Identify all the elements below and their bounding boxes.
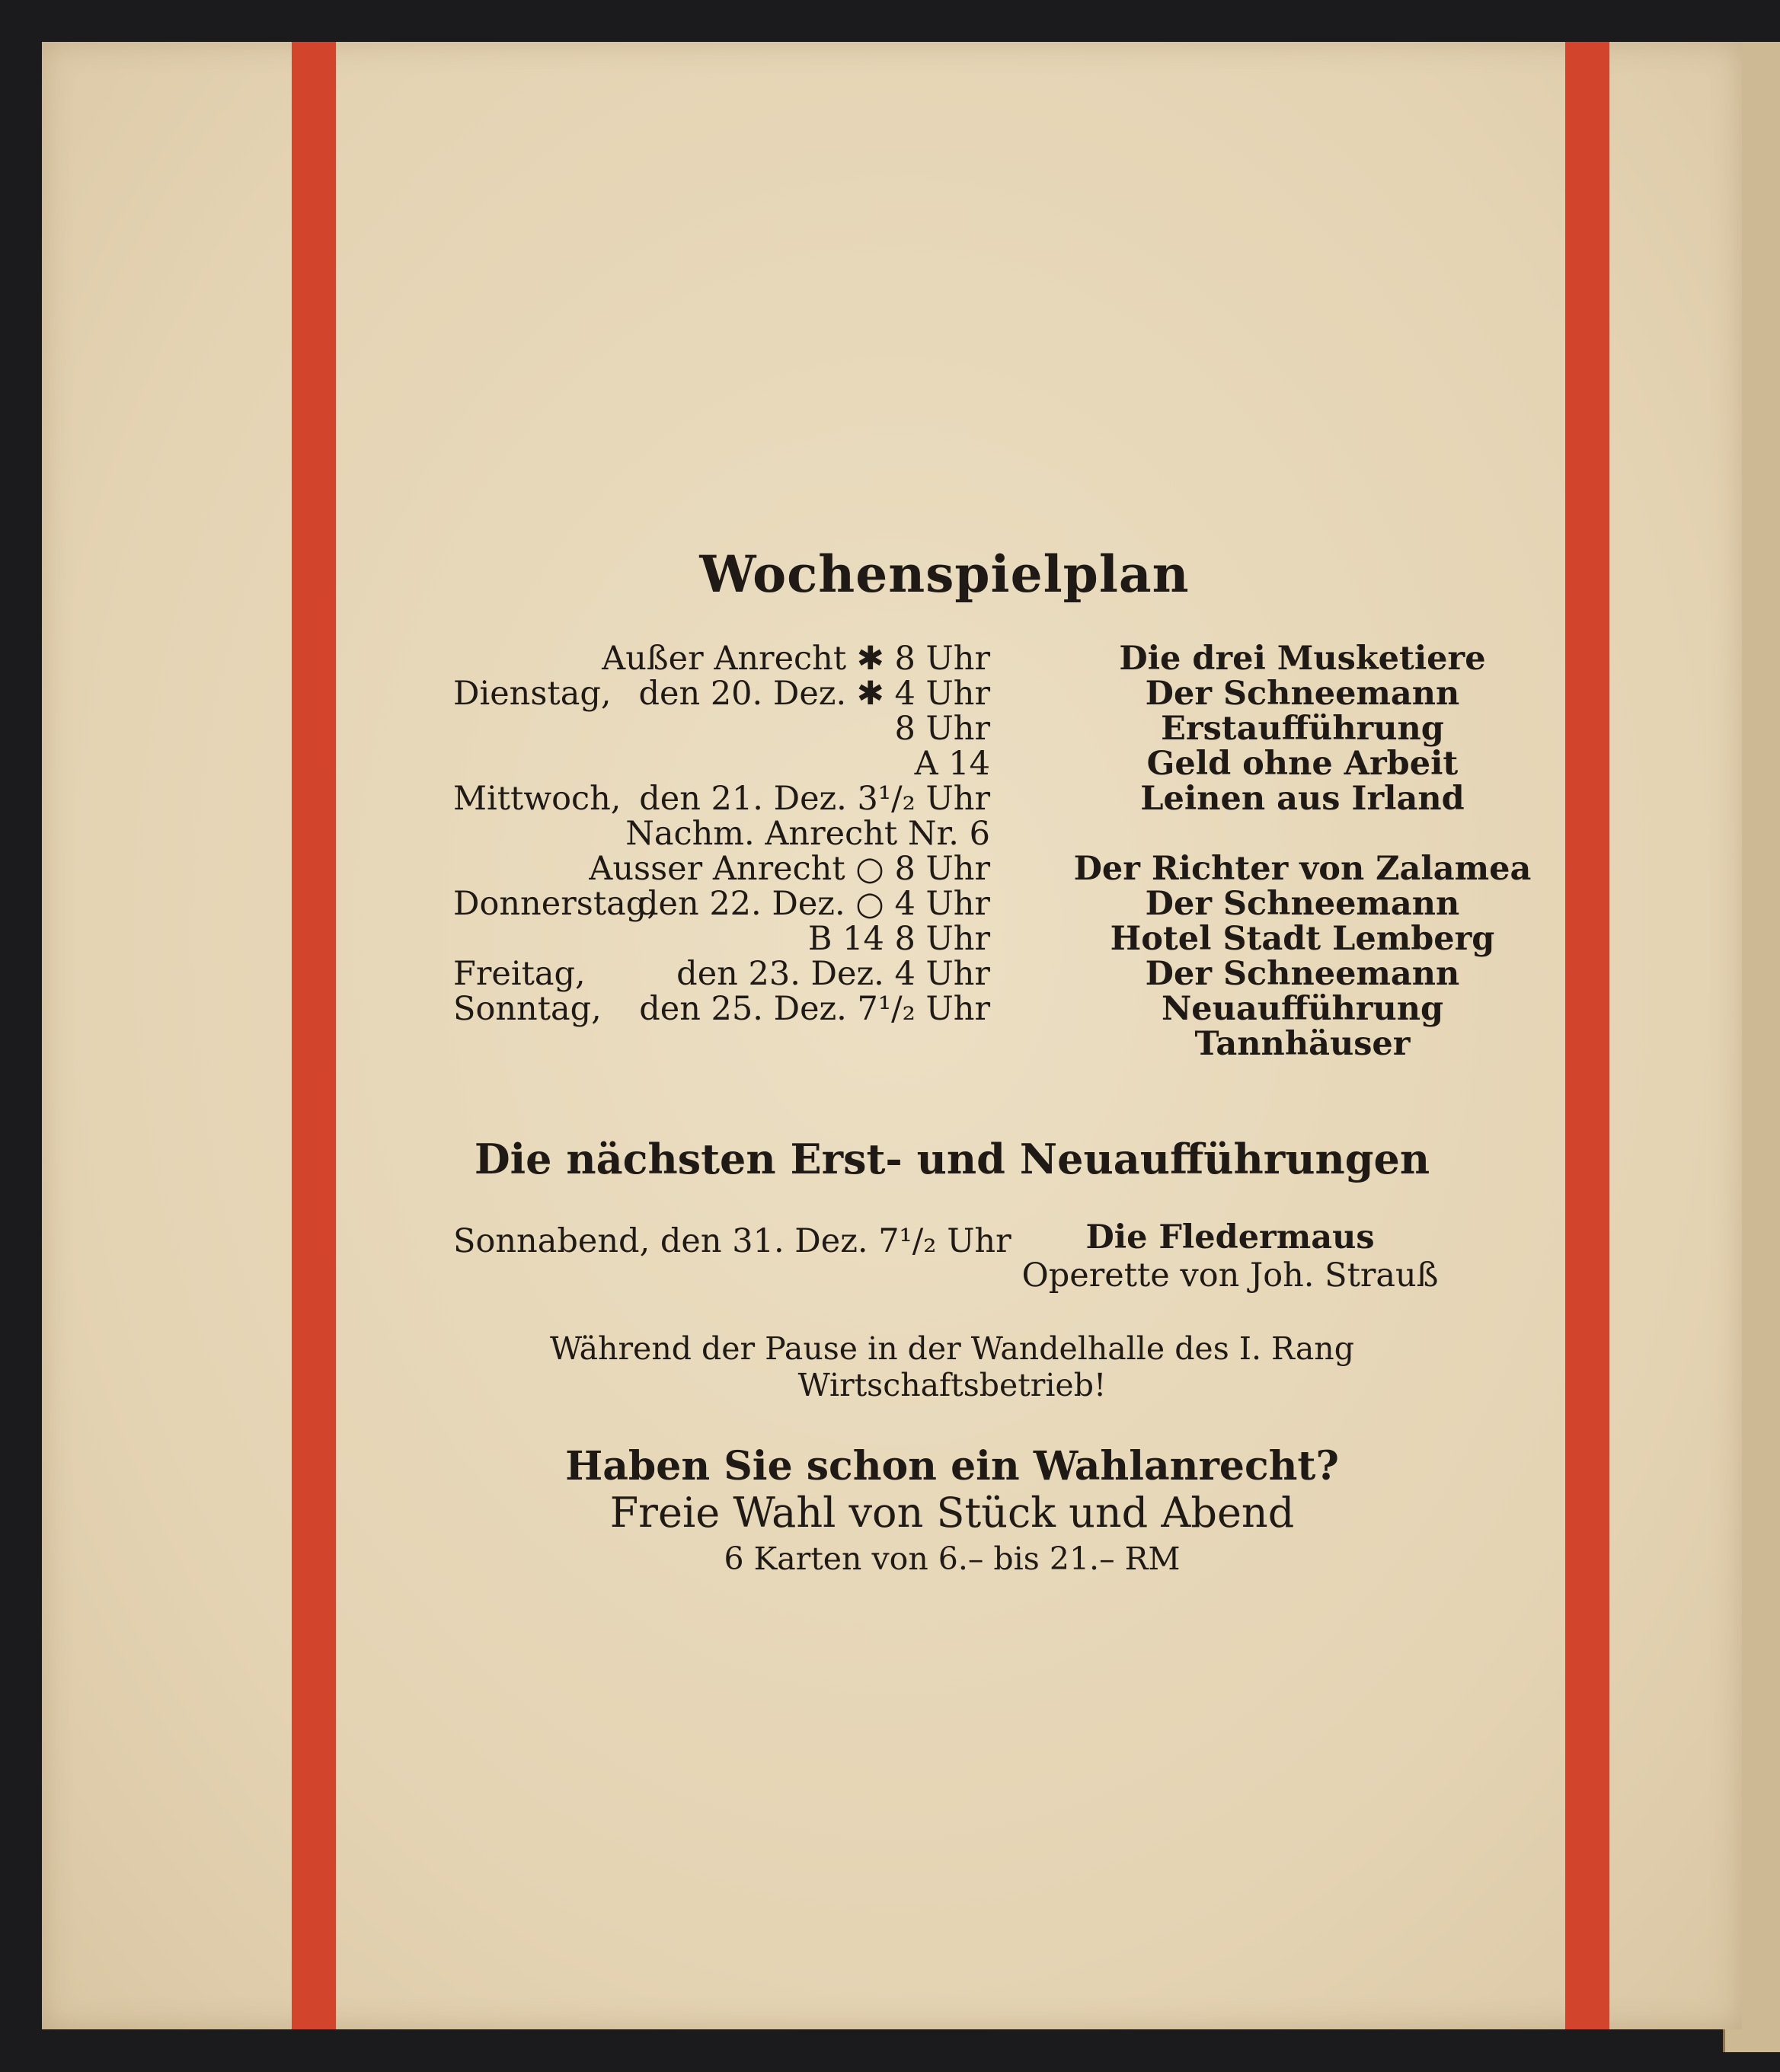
left-red-bar	[292, 42, 336, 2029]
schedule-day: Mittwoch,	[453, 780, 622, 818]
schedule-row	[453, 992, 1451, 1026]
schedule-time: den 25. Dez. 7¹/₂ Uhr	[639, 990, 990, 1028]
schedule-time: Nachm. Anrecht Nr. 6	[625, 815, 990, 853]
schedule-play: Der Schneemann	[1145, 885, 1460, 923]
schedule-time: den 20. Dez. ✱ 4 Uhr	[638, 675, 990, 713]
schedule-play: Geld ohne Arbeit	[1146, 745, 1459, 783]
schedule-play: Leinen aus Irland	[1140, 780, 1465, 818]
schedule-time: A 14	[914, 745, 990, 783]
schedule-day: Sonntag,	[453, 990, 602, 1028]
schedule-play: Der Schneemann	[1145, 675, 1460, 713]
schedule-row	[453, 817, 1451, 851]
schedule-row	[453, 780, 1465, 818]
schedule-row	[453, 920, 1495, 958]
schedule-time: B 14 8 Uhr	[807, 920, 990, 958]
schedule-play: Neuaufführung	[1161, 990, 1444, 1028]
schedule-play: Tannhäuser	[1194, 1025, 1411, 1063]
pause-notice-line2: Wirtschaftsbetrieb!	[797, 1367, 1107, 1403]
pause-notice-line1: Während der Pause in der Wandelhalle des I. Rang	[550, 1330, 1354, 1367]
premiere-title: Die Fledermaus	[1085, 1218, 1375, 1256]
schedule-play: Der Richter von Zalamea	[1073, 850, 1532, 888]
subscription-price: 6 Karten von 6.– bis 21.– RM	[724, 1540, 1181, 1577]
schedule-play: Der Schneemann	[1145, 955, 1460, 993]
schedule-play: Erstaufführung	[1161, 710, 1444, 748]
schedule-day: Donnerstag,	[453, 885, 657, 923]
schedule-time: den 23. Dez. 4 Uhr	[676, 955, 990, 993]
schedule-day: Dienstag,	[453, 675, 612, 713]
schedule-time: den 22. Dez. ○ 4 Uhr	[637, 885, 990, 923]
subscription-line2: Freie Wahl von Stück und Abend	[609, 1489, 1295, 1537]
schedule-row	[453, 850, 1532, 888]
premiere-subtitle: Operette von Joh. Strauß	[1021, 1256, 1439, 1295]
schedule-time: den 21. Dez. 3¹/₂ Uhr	[639, 780, 990, 818]
schedule-play: Hotel Stadt Lemberg	[1110, 920, 1495, 958]
schedule-row	[453, 675, 1460, 713]
schedule-time: Ausser Anrecht ○ 8 Uhr	[589, 850, 990, 888]
schedule-play: Die drei Musketiere	[1119, 640, 1486, 678]
schedule-time: Außer Anrecht ✱ 8 Uhr	[602, 640, 990, 678]
page-title: Wochenspielplan	[699, 544, 1190, 604]
schedule-row	[453, 1027, 1451, 1062]
schedule-time: 8 Uhr	[894, 710, 990, 748]
premiere-date: Sonnabend, den 31. Dez. 7¹/₂ Uhr	[453, 1222, 1011, 1260]
schedule-day: Freitag,	[453, 955, 586, 993]
schedule-row	[453, 712, 1451, 746]
schedule-row	[453, 745, 1459, 783]
schedule-row	[453, 955, 1460, 993]
schedule-row	[453, 885, 1460, 923]
schedule-row	[453, 640, 1486, 678]
premieres-heading: Die nächsten Erst- und Neuaufführungen	[474, 1135, 1430, 1183]
subscription-headline: Haben Sie schon ein Wahlanrecht?	[565, 1443, 1339, 1489]
